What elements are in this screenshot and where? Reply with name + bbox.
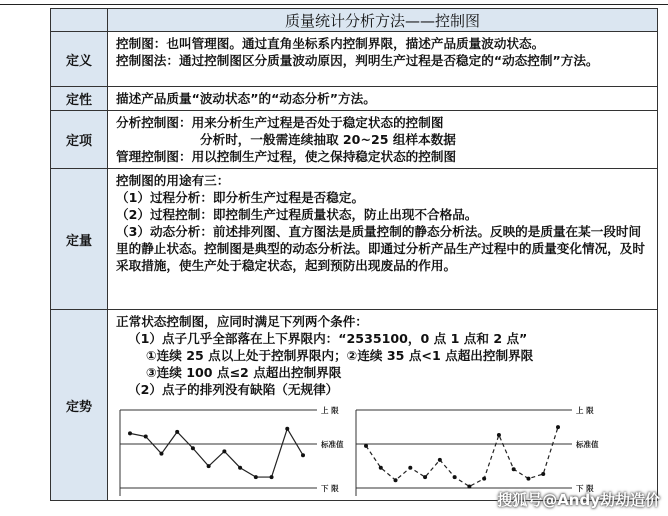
row-uses: [51, 169, 658, 310]
row-content: [108, 310, 658, 501]
row-trend: [51, 310, 658, 501]
data-point: [512, 467, 516, 471]
header-blank-cell: [51, 9, 108, 32]
control-chart-table: [50, 8, 658, 501]
row-types: [51, 111, 658, 169]
upper-limit-label: 上 限: [576, 406, 594, 415]
control-chart-left: [116, 400, 351, 496]
data-point: [175, 430, 179, 434]
text-line: （2）点子的排列没有缺陷（无规律）: [128, 382, 339, 397]
lower-limit-label: 下 限: [321, 484, 339, 493]
data-point: [556, 425, 560, 429]
data-point: [144, 435, 148, 439]
table-title: 质量统计分析方法——控制图: [108, 9, 658, 32]
data-line: [130, 429, 303, 477]
text-line: （3）动态分析：前述排列图、直方图法是质量控制的静态分析法。反映的是质量在某一段时间里的静止状态。控制图是典型的动态分析法。即通过分析产品生产过程中的质量变化情况，及时采取措施，使生产处于稳定状态，起到预防出现废品的作用。: [116, 224, 645, 273]
row-definition: [51, 32, 658, 87]
text-line: 管理控制图：用以控制生产过程，使之保持稳定状态的控制图: [116, 149, 457, 164]
data-point: [408, 466, 412, 470]
text-line: （1）过程分析：即分析生产过程是否稳定。: [116, 190, 365, 205]
text-line: 控制图的用途有三：: [116, 173, 230, 188]
data-point: [207, 464, 211, 468]
row-content: [108, 32, 658, 87]
data-point: [467, 484, 471, 488]
data-point: [222, 449, 226, 453]
data-point: [254, 475, 258, 479]
data-point: [453, 475, 457, 479]
text-line: ①连续 25 点以上处于控制界限内；②连续 35 点<1 点超出控制界限: [146, 348, 534, 363]
divider: [0, 4, 668, 5]
data-point: [482, 477, 486, 481]
row-label: 定项: [51, 111, 108, 169]
text-line: 分析时，一般需连续抽取 20~25 组样本数据: [200, 132, 456, 147]
data-point: [438, 458, 442, 462]
text-line: 控制图法：通过控制图区分质量波动原因，判明生产过程是否稳定的“动态控制”方法。: [116, 53, 599, 68]
text-line: 正常状态控制图，应同时满足下列两个条件：: [116, 314, 368, 329]
row-label: 定量: [51, 169, 108, 310]
row-content: [108, 111, 658, 169]
data-point: [364, 444, 368, 448]
data-point: [541, 472, 545, 476]
text-line: 描述产品质量“波动状态”的“动态分析”方法。: [116, 91, 376, 106]
data-point: [497, 433, 501, 437]
data-point: [285, 427, 289, 431]
data-point: [379, 466, 383, 470]
data-point: [270, 475, 274, 479]
data-point: [301, 453, 305, 457]
text-line: （2）过程控制：即控制生产过程质量状态，防止出现不合格品。: [116, 207, 478, 222]
control-chart-right: [352, 400, 612, 496]
page-top-edge: [0, 0, 668, 6]
lower-limit-label: 下 限: [576, 484, 594, 493]
data-point: [238, 466, 242, 470]
text-line: 分析控制图：用来分析生产过程是否处于稳定状态的控制图: [116, 115, 444, 130]
data-point: [423, 475, 427, 479]
row-content: [108, 169, 658, 310]
data-point: [394, 478, 398, 482]
center-line-label: 标准值: [321, 440, 344, 449]
data-point: [526, 477, 530, 481]
data-point: [159, 452, 163, 456]
control-charts: [116, 400, 651, 496]
text-line: 控制图：也叫管理图。通过直角坐标系内控制界限，描述产品质量波动状态。: [116, 36, 545, 51]
text-line: （1）点子几乎全部落在上下界限内：“2535100，0 点 1 点和 2 点”: [128, 331, 528, 346]
data-point: [128, 431, 132, 435]
row-label: 定性: [51, 87, 108, 111]
row-nature: [51, 87, 658, 111]
data-point: [191, 446, 195, 450]
row-label: 定义: [51, 32, 108, 87]
row-content: [108, 87, 658, 111]
upper-limit-label: 上 限: [321, 406, 339, 415]
text-line: ③连续 100 点≤2 点超出控制界限: [146, 365, 342, 380]
center-line-label: 标准值: [576, 440, 599, 449]
row-label: 定势: [51, 310, 108, 501]
watermark: 搜狐号@Andy劫劫造价: [497, 491, 660, 509]
